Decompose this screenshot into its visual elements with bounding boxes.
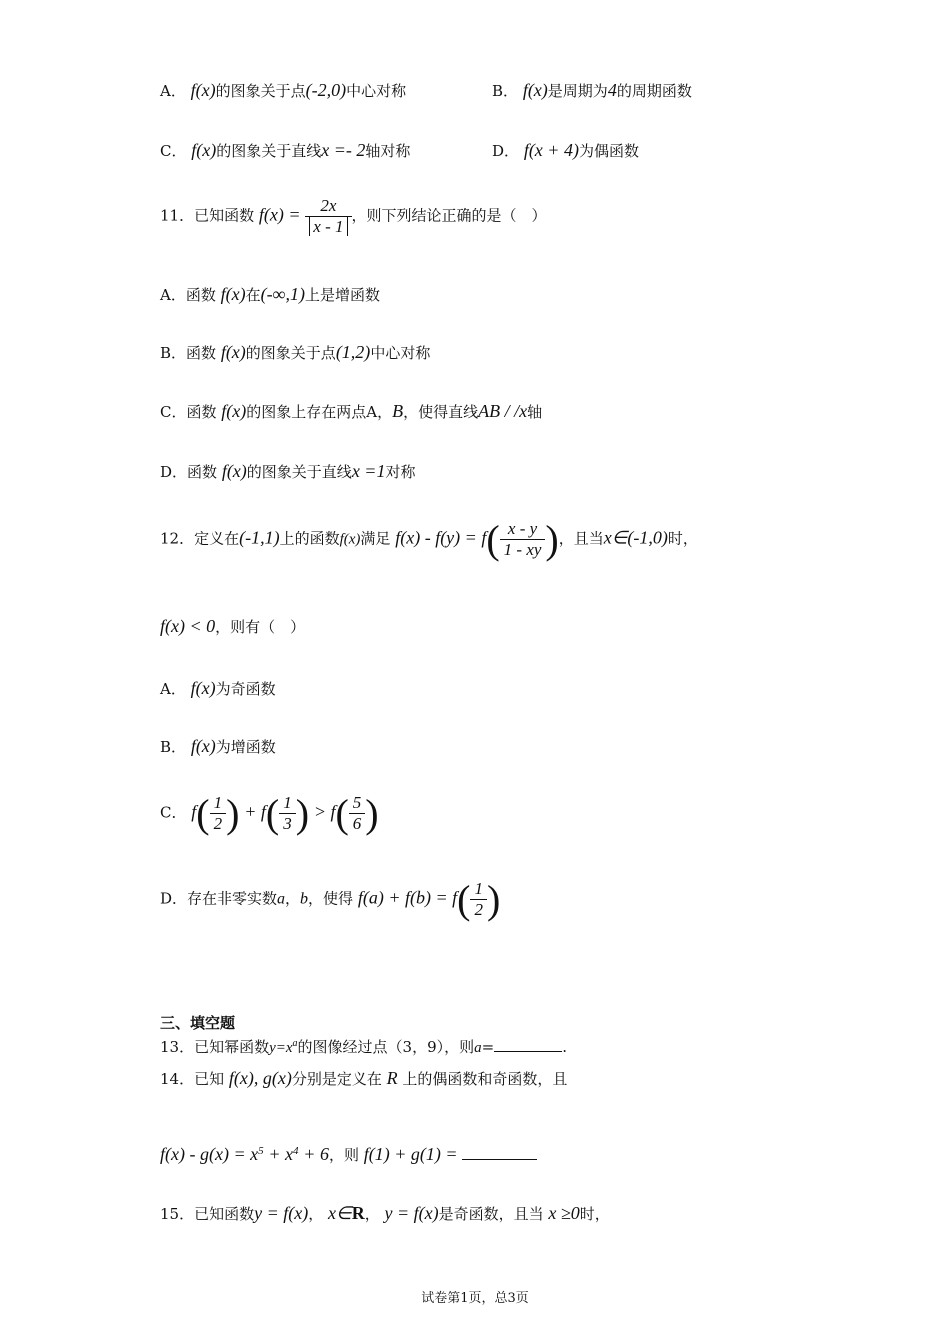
question-text: 是奇函数，且当 — [438, 1205, 544, 1223]
page-footer: 试卷第1页，总3页 — [421, 1291, 529, 1306]
fraction-numerator: x - y — [500, 519, 546, 540]
q11-option-b — [160, 342, 430, 363]
option-label: B． — [492, 82, 519, 100]
option-label: B．函数 — [160, 344, 217, 362]
option-label: A． — [160, 82, 186, 100]
q12-option-d — [160, 876, 500, 923]
paren-close: ) — [365, 791, 379, 836]
math-expr: x∈ — [328, 1203, 352, 1223]
math-expr: (-∞,1) — [260, 284, 305, 304]
question-text: 15．已知函数 — [160, 1205, 255, 1223]
math-expr: f(x) — [221, 401, 247, 421]
option-label: D． — [492, 142, 520, 160]
option-text: 为奇函数 — [215, 680, 276, 698]
math-expr: y = f(x) — [384, 1203, 439, 1223]
question-text: 满足 — [360, 529, 391, 548]
fraction — [470, 879, 487, 920]
question-text: ，则下列结论正确的是（ ） — [351, 206, 547, 225]
q13 — [160, 1036, 567, 1057]
fraction-numerator: 2x — [305, 196, 351, 217]
question-text: 时， — [667, 529, 698, 548]
math-expr: f(x) — [220, 284, 246, 304]
option-text: 中心对称 — [370, 344, 431, 362]
math-expr: f(x) - g(x) = x — [160, 1144, 259, 1164]
math-var: b — [300, 890, 309, 908]
option-text: 的图象关于直线 — [246, 463, 352, 481]
option-text: 轴 — [527, 403, 543, 421]
punctuation: ， — [285, 889, 301, 908]
math-expr: f(x) — [190, 678, 216, 698]
question-text: 的图像经过点（3，9），则 — [297, 1038, 475, 1056]
punctuation: ， — [364, 1205, 380, 1223]
q10-option-d — [492, 140, 639, 161]
question-text: ，则有（ ） — [215, 618, 306, 636]
math-exponent: a — [292, 1038, 298, 1049]
math-expr: f(x) — [190, 736, 216, 756]
fraction-denominator: 1 - xy — [503, 540, 542, 559]
paren-close: ) — [545, 517, 559, 562]
fraction-numerator: 1 — [279, 793, 296, 814]
fraction-numerator: 1 — [470, 879, 487, 900]
math-expr: (-2,0) — [305, 80, 347, 100]
math-expr: f(x) — [190, 80, 216, 100]
answer-blank[interactable] — [494, 1051, 562, 1052]
paren-open: ( — [265, 791, 280, 836]
option-label: A． — [160, 680, 186, 698]
math-expr: B — [392, 401, 404, 421]
math-expr: y = f(x) — [254, 1203, 309, 1223]
q10-option-c — [160, 140, 410, 161]
math-set: R — [386, 1068, 398, 1088]
punctuation: . — [562, 1038, 567, 1056]
option-label: D．函数 — [160, 463, 218, 481]
option-text: 为增函数 — [215, 738, 276, 756]
fraction-denominator: 2 — [213, 814, 223, 833]
question-text: 时， — [579, 1205, 610, 1223]
math-expr: (-1,1) — [239, 527, 280, 548]
option-text: 的图象上存在两点A， — [246, 403, 393, 421]
math-var: a — [474, 1040, 482, 1056]
paren-open: ( — [457, 877, 471, 922]
question-text: 13．已知幂函数 — [160, 1038, 270, 1056]
math-expr: x =- 2 — [321, 140, 366, 160]
paren-close: ) — [486, 877, 501, 922]
fraction-denominator: x - 1 — [309, 217, 347, 236]
question-text: 12．定义在 — [160, 529, 240, 548]
math-expr: = — [481, 1038, 495, 1056]
paren-close: ) — [226, 791, 240, 836]
math-expr: + f — [244, 801, 266, 822]
math-expr: f(x) — [220, 342, 246, 362]
math-expr: f(x) — [339, 531, 361, 548]
option-text: 是周期为 — [547, 82, 608, 100]
q12-option-b — [160, 736, 276, 757]
q14-line2 — [160, 1144, 537, 1165]
fraction-denominator: 6 — [352, 814, 362, 833]
paren-close: ) — [295, 791, 310, 836]
question-text: 上的函数 — [279, 529, 340, 548]
math-expr: f(1) + g(1) = — [363, 1144, 458, 1164]
math-expr: f(x), g(x) — [228, 1068, 292, 1088]
question-text: 上的偶函数和奇函数，且 — [402, 1070, 568, 1088]
q15 — [160, 1203, 610, 1224]
fraction — [305, 196, 351, 237]
math-expr: + 6 — [303, 1144, 329, 1164]
math-exponent: 4 — [293, 1145, 299, 1157]
math-expr: f(a) + f(b) = f — [357, 887, 458, 908]
question-text: ，则 — [328, 1146, 359, 1164]
option-text: 轴对称 — [365, 142, 411, 160]
math-expr: f(x) = — [258, 204, 301, 225]
math-expr: f(x) - f(y) = f — [395, 527, 487, 548]
math-expr: x =1 — [351, 461, 386, 481]
section-title: 三、填空题 — [160, 1014, 236, 1032]
question-text: 11．已知函数 — [160, 206, 255, 225]
fraction-numerator: 5 — [349, 793, 366, 814]
q10-option-b — [492, 80, 692, 101]
fraction-denominator: 2 — [474, 900, 483, 919]
question-text: 分别是定义在 — [291, 1070, 382, 1088]
paren-open: ( — [196, 791, 210, 836]
option-text: 的图象关于直线 — [216, 142, 322, 160]
math-expr: > f — [313, 801, 336, 822]
option-label: C． — [160, 142, 187, 160]
q12-stem — [160, 516, 698, 563]
fraction — [349, 793, 366, 834]
punctuation: ， — [308, 1205, 324, 1223]
q11-option-c — [160, 401, 542, 422]
q14 — [160, 1068, 567, 1089]
answer-blank[interactable] — [462, 1159, 537, 1160]
paren-open: ( — [486, 517, 500, 562]
option-label: B． — [160, 738, 187, 756]
math-var: a — [277, 890, 286, 908]
option-text: ，使得 — [308, 889, 354, 908]
math-expr: x∈(-1,0) — [603, 527, 668, 548]
option-text: 在 — [245, 286, 261, 304]
question-text: ，且当 — [558, 529, 604, 548]
q12-option-a — [160, 678, 276, 699]
math-exponent: 5 — [258, 1145, 264, 1157]
fraction — [210, 793, 227, 834]
math-expr: f — [191, 801, 197, 822]
option-text: 上是增函数 — [304, 286, 380, 304]
option-text: 对称 — [385, 463, 416, 481]
math-expr: 4 — [607, 80, 617, 100]
math-expr: f(x) — [191, 140, 217, 160]
option-text: 的图象关于点 — [215, 82, 306, 100]
math-expr: x ≥0 — [548, 1203, 580, 1223]
math-expr: f(x) — [522, 80, 548, 100]
option-text: ，使得直线 — [403, 403, 479, 421]
fraction — [279, 793, 296, 834]
math-expr: (1,2) — [335, 342, 371, 362]
q12-option-c — [160, 790, 379, 837]
q10-option-a — [160, 80, 406, 101]
q11-option-a — [160, 284, 380, 305]
option-text: 的周期函数 — [616, 82, 692, 100]
option-label: D．存在非零实数 — [160, 889, 278, 908]
math-expr: AB / /x — [478, 401, 528, 421]
math-expr: + x — [268, 1144, 294, 1164]
math-expr: f(x) — [221, 461, 247, 481]
option-text: 为偶函数 — [578, 142, 639, 160]
option-text: 的图象关于点 — [245, 344, 336, 362]
fraction-denominator: 3 — [283, 814, 292, 833]
q11-option-d — [160, 461, 415, 482]
option-text: 中心对称 — [346, 82, 407, 100]
math-expr: f(x + 4) — [523, 140, 579, 160]
q12-stem-line2 — [160, 616, 305, 637]
fraction-numerator: 1 — [210, 793, 227, 814]
paren-open: ( — [335, 791, 349, 836]
option-label: C． — [160, 803, 187, 822]
option-label: C．函数 — [160, 403, 217, 421]
math-expr: y=x — [269, 1040, 293, 1056]
math-expr: f(x) < 0 — [160, 616, 216, 636]
q11-stem — [160, 196, 547, 237]
math-set: R — [351, 1203, 365, 1223]
question-text: 14．已知 — [160, 1070, 225, 1088]
fraction — [500, 519, 546, 560]
option-label: A．函数 — [160, 286, 216, 304]
